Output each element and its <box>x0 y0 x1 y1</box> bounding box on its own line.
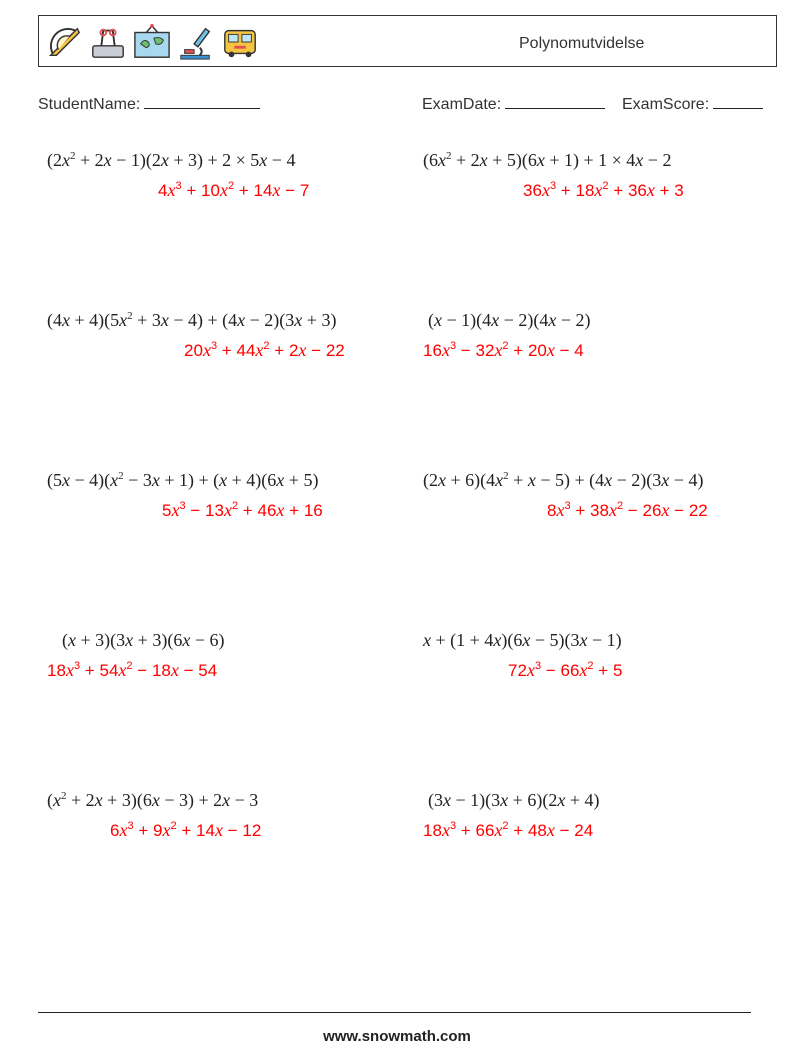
header-icons <box>45 20 259 64</box>
exam-score-label: ExamScore: <box>622 96 710 113</box>
student-name-blank[interactable] <box>144 94 260 109</box>
worksheet-title: Polynomutvidelse <box>519 35 645 52</box>
exam-date-label: ExamDate: <box>422 96 502 113</box>
problem-answer: $8x^3 + 38x^2 - 26x - 22$ <box>547 500 708 520</box>
protractor-icon <box>45 22 83 62</box>
problem-question: (x + 3)(3x + 3)(6x − 6) <box>62 630 225 650</box>
problem-answer: $4x^3 + 10x^2 + 14x - 7$ <box>158 180 310 200</box>
footer-url: www.snowmath.com <box>323 1028 471 1045</box>
problem-answer: $18x^3 + 66x^2 + 48x - 24$ <box>423 820 594 840</box>
exam-score-field <box>622 94 763 114</box>
student-name-label: StudentName: <box>38 96 141 113</box>
problem-answer: $6x^3 + 9x^2 + 14x - 12$ <box>110 820 262 840</box>
binder-clip-icon <box>89 22 127 62</box>
problem-answer: $20x^3 + 44x^2 + 2x - 22$ <box>184 340 345 360</box>
problem-question: $(6x^2 + 2x + 5)(6x + 1) + 1 \times 4x - 2$ <box>423 150 672 170</box>
problem-question: $(4x + 4)(5x^2 + 3x - 4) + (4x - 2)(3x + 3)$ <box>47 310 337 330</box>
map-board-icon <box>133 22 171 62</box>
student-name-field <box>38 94 260 114</box>
problem-question: (x − 1)(4x − 2)(4x − 2) <box>428 310 591 330</box>
problem-question: $(x^2 + 2x + 3)(6x - 3) + 2x - 3$ <box>47 790 259 810</box>
problem-answer: $5x^3 - 13x^2 + 46x + 16$ <box>162 500 323 520</box>
problem-question: (3x − 1)(3x + 6)(2x + 4) <box>428 790 600 810</box>
microscope-icon <box>177 22 215 62</box>
exam-score-blank[interactable] <box>713 94 763 109</box>
footer-divider <box>38 1012 751 1013</box>
problem-answer: $72x^3 - 66x^2 + 5$ <box>508 660 623 680</box>
problem-question: $(2x^2 + 2x - 1)(2x + 3) + 2 \times 5x - 4$ <box>47 150 296 170</box>
school-bus-icon <box>221 22 259 62</box>
problem-answer: $18x^3 + 54x^2 - 18x - 54$ <box>47 660 218 680</box>
exam-date-field <box>422 94 605 114</box>
problem-question: $(2x + 6)(4x^2 + x - 5) + (4x - 2)(3x - 4)$ <box>423 470 704 490</box>
problem-answer: $36x^3 + 18x^2 + 36x + 3$ <box>523 180 684 200</box>
exam-date-blank[interactable] <box>505 94 605 109</box>
problem-question: x + (1 + 4x)(6x − 5)(3x − 1) <box>423 630 622 650</box>
header-box <box>38 15 777 67</box>
problem-answer: $16x^3 - 32x^2 + 20x - 4$ <box>423 340 584 360</box>
problem-question: $(5x - 4)(x^2 - 3x + 1) + (x + 4)(6x + 5)$ <box>47 470 319 490</box>
